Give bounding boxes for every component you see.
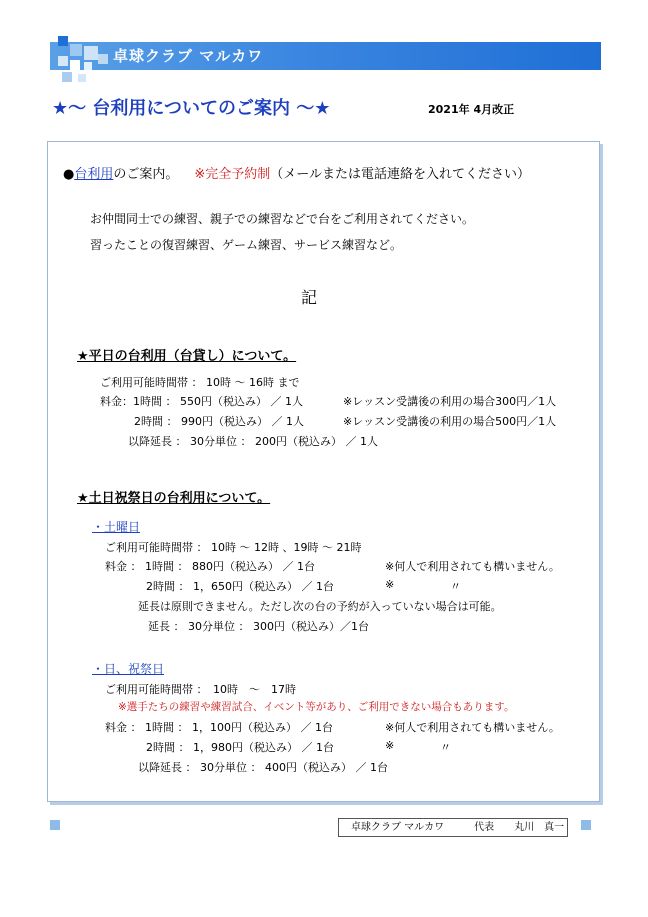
reservation-contact: （メールまたは電話連絡を入れてください） (270, 167, 531, 182)
revision-date: 2021年 4月改正 (428, 103, 515, 116)
intro-label-suffix: のご案内。 (113, 167, 179, 182)
sunday-notice: ※選手たちの練習や練習試合、イベント等があり、ご利用できない場合もあります。 (118, 701, 515, 713)
saturday-label: ・土曜日 (92, 520, 141, 534)
intro-line (63, 163, 530, 182)
saturday-fee-2h: 2時間 ： 1，650円（税込み） ／ 1台 (146, 580, 334, 593)
sunday-fee-2h-note: ※ (385, 739, 395, 752)
intro-label: 台利用 (74, 167, 114, 182)
page-title: ★～ 台利用についてのご案内 ～★ (52, 98, 331, 119)
intro-desc-1: お仲間同士での練習、親子での練習などで台をご利用されてください。 (90, 212, 475, 226)
footer-square-right (581, 820, 591, 830)
weekend-heading: ★土日祝祭日の台利用について。 (77, 491, 271, 506)
decor-square (84, 62, 92, 70)
sunday-fee-2h-ditto: 〃 (440, 741, 451, 754)
saturday-fee-1h-note: ※何人で利用されても構いません。 (385, 560, 560, 573)
saturday-fee-2h-ditto: 〃 (450, 580, 461, 593)
decor-square (70, 60, 80, 70)
footer-signature: 卓球クラブ マルカワ 代表 丸川 真一 (338, 818, 568, 837)
sunday-extension: 以降延長 ： 30分単位 ： 400円（税込み） ／ 1台 (138, 761, 388, 774)
weekday-fee-2h-note: ※レッスン受講後の利用の場合500円／1人 (343, 415, 557, 428)
decor-square (84, 46, 98, 60)
weekday-fee-2h: 2時間 ： 990円（税込み） ／ 1人 (134, 415, 304, 428)
decor-square (98, 54, 108, 64)
sunday-hours: ご利用可能時間帯 ： 10時 ～ 17時 (105, 683, 296, 696)
footer-square-left (50, 820, 60, 830)
saturday-extension-note: 延長は原則できません。ただし次の台の予約が入っていない場合は可能。 (138, 600, 502, 613)
header-title: 卓球クラブ マルカワ (113, 47, 264, 65)
saturday-extension: 延長 ： 30分単位 ： 300円（税込み）／1台 (148, 620, 369, 633)
decor-square (78, 74, 86, 82)
ki-mark: 記 (301, 288, 318, 307)
weekday-heading: ★平日の台利用（台貸し）について。 (77, 349, 297, 364)
intro-desc-2: 習ったことの復習練習、ゲーム練習、サービス練習など。 (90, 238, 403, 252)
decor-square (70, 44, 82, 56)
weekday-fee-1h: 料金：1時間 ： 550円（税込み） ／ 1人 (100, 395, 303, 408)
saturday-fee-1h: 料金 ： 1時間 ： 880円（税込み） ／ 1台 (105, 560, 315, 573)
decor-square (58, 36, 68, 46)
reservation-note: ※完全予約制 (194, 167, 271, 182)
bullet: ● (63, 167, 75, 182)
decor-square (58, 56, 68, 66)
weekday-hours: ご利用可能時間帯 ： 10時 ～ 16時 まで (100, 376, 300, 389)
saturday-fee-2h-note: ※ (385, 578, 395, 591)
sunday-fee-1h: 料金 ： 1時間 ： 1，100円（税込み） ／ 1台 (105, 721, 333, 734)
sunday-fee-1h-note: ※何人で利用されても構いません。 (385, 721, 560, 734)
sunday-label: ・日、祝祭日 (92, 662, 165, 676)
sunday-fee-2h: 2時間 ： 1，980円（税込み） ／ 1台 (146, 741, 334, 754)
saturday-hours: ご利用可能時間帯 ： 10時 ～ 12時 、19時 ～ 21時 (105, 541, 362, 554)
weekday-fee-1h-note: ※レッスン受講後の利用の場合300円／1人 (343, 395, 557, 408)
decor-square (62, 72, 72, 82)
weekday-extension: 以降延長 ： 30分単位 ： 200円（税込み） ／ 1人 (128, 435, 378, 448)
